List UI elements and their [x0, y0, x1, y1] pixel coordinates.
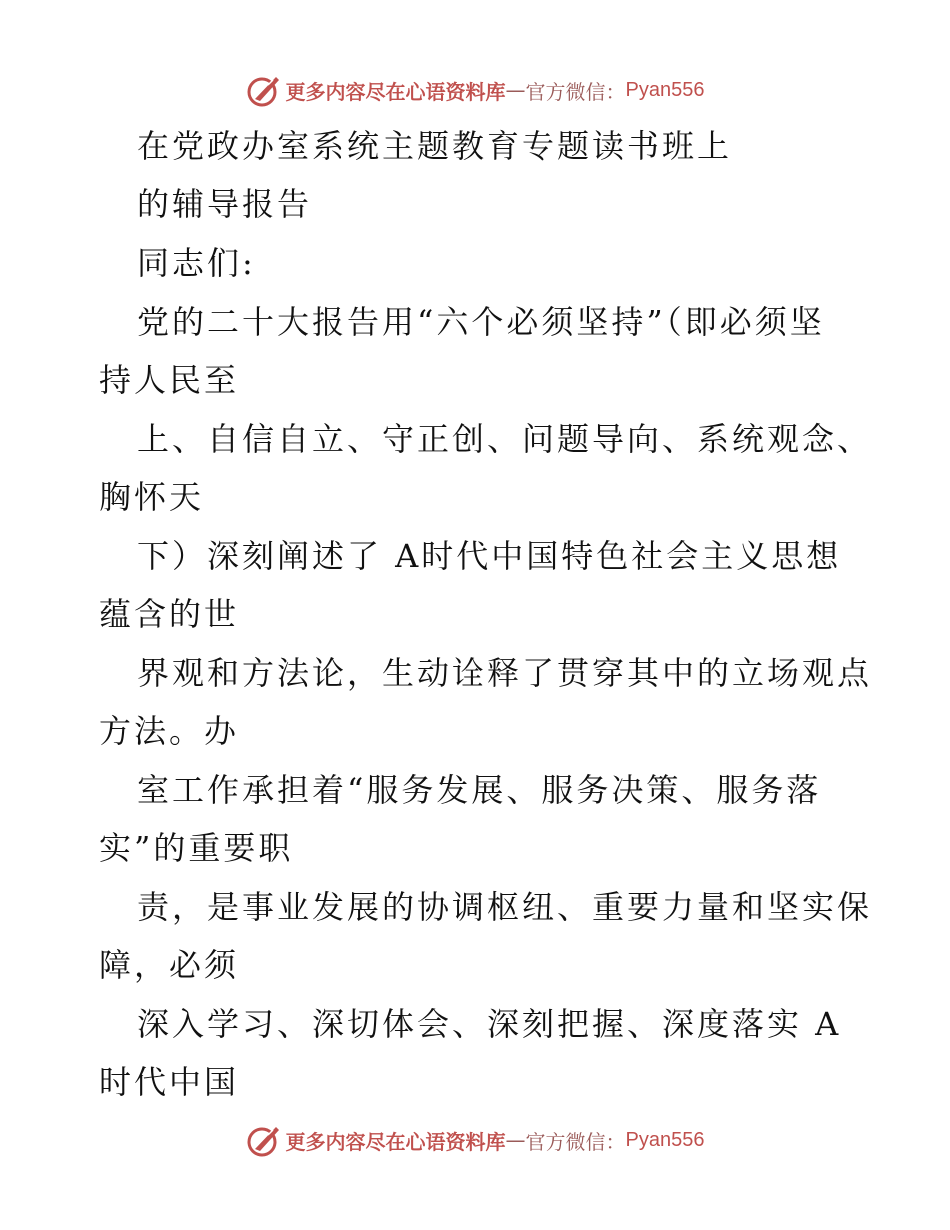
- doc-line: 胸怀天: [99, 478, 205, 516]
- doc-salutation: 同志们:: [137, 244, 256, 282]
- banner-label: 官方微信：: [525, 1129, 626, 1154]
- doc-line: 党的二十大报告用“六个必须坚持”（即必须坚: [137, 303, 825, 341]
- doc-line: 室工作承担着“服务发展、服务决策、服务落: [137, 771, 822, 809]
- header-watermark-banner: [0, 70, 950, 110]
- doc-title-line-1: 在党政办室系统主题教育专题读书班上: [137, 127, 733, 165]
- doc-line: 蕴含的世: [99, 595, 240, 633]
- doc-line: 时代中国: [99, 1063, 240, 1101]
- doc-line: 实”的重要职: [99, 829, 294, 867]
- quill-pen-icon: [246, 72, 282, 108]
- banner-label: 官方微信：: [525, 79, 626, 104]
- banner-dash: —: [505, 78, 526, 102]
- banner-brand: 更多内容尽在心语资料库: [285, 79, 506, 104]
- doc-line: 下）深刻阐述了 A时代中国特色社会主义思想: [137, 537, 842, 575]
- doc-line: 持人民至: [99, 361, 240, 399]
- doc-line: 责，是事业发展的协调枢纽、重要力量和坚实保: [137, 888, 873, 926]
- doc-line: 障，必须: [99, 946, 240, 984]
- banner-wechat-id: Pyan556: [625, 78, 705, 101]
- banner-wechat-id: Pyan556: [625, 1128, 705, 1151]
- doc-line: 界观和方法论，生动诠释了贯穿其中的立场观点: [137, 654, 873, 692]
- doc-line: 方法。办: [99, 712, 240, 750]
- banner-brand: 更多内容尽在心语资料库: [285, 1129, 506, 1154]
- doc-line: 深入学习、深切体会、深刻把握、深度落实 A: [137, 1005, 842, 1043]
- doc-line: 上、自信自立、守正创、问题导向、系统观念、: [137, 420, 873, 458]
- banner-dash: —: [505, 1128, 526, 1152]
- quill-pen-icon: [246, 1122, 282, 1158]
- footer-watermark-banner: [0, 1120, 950, 1160]
- doc-title-line-2: 的辅导报告: [137, 185, 313, 223]
